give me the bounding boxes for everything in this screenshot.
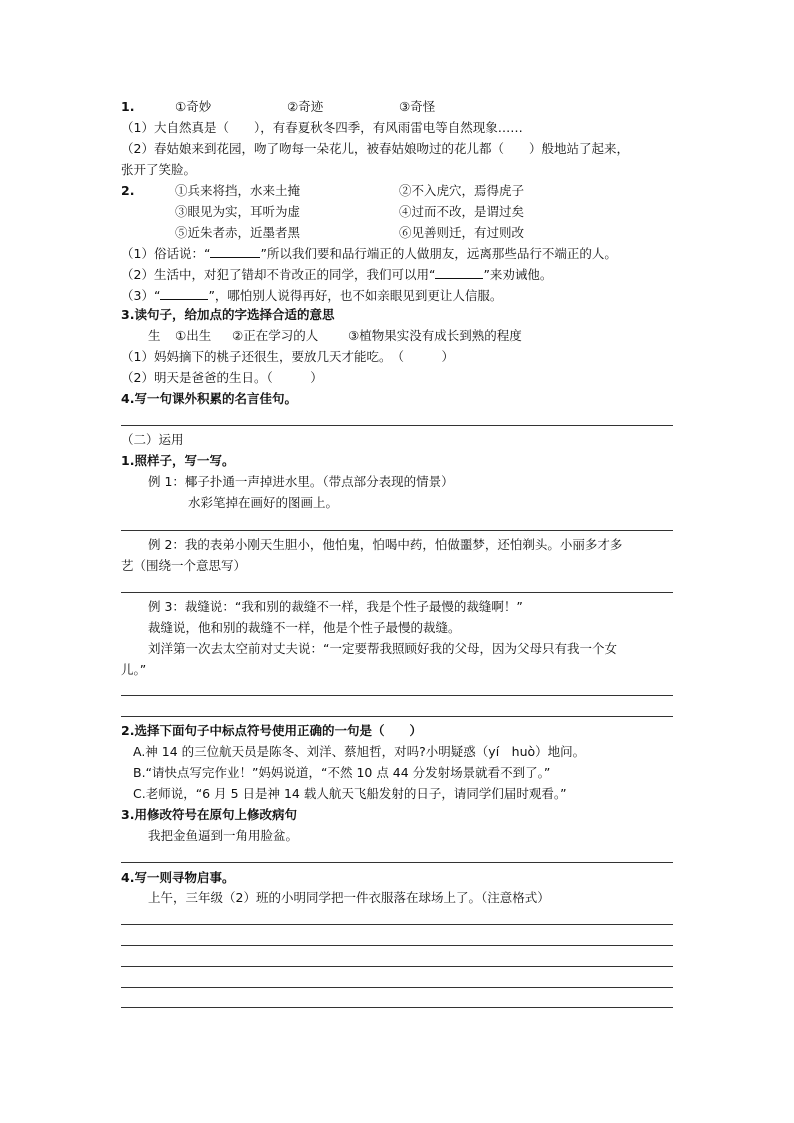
q4-title: 4.写一句课外积累的名言佳句。 (121, 391, 297, 406)
q2-s3-before: （3）“ (121, 288, 161, 303)
q2-option-1: ①兵来将挡，水来土掩 (175, 183, 301, 198)
q2-option-6: ⑥见善则迁，有过则改 (399, 225, 525, 240)
p2-example-3-b: 裁缝说，他和别的裁缝不一样，他是个性子最慢的裁缝。 (148, 620, 461, 635)
q2-s1-before: （1）俗话说：“ (121, 246, 211, 261)
answer-line[interactable] (121, 592, 673, 593)
q3-meaning-2: ②正在学习的人 (232, 328, 319, 343)
p2-q2-option-c[interactable]: C.老师说，“6 月 5 日是神 14 载人航天飞船发射的日子，请同学们届时观看。” (133, 786, 567, 801)
q1-sentence-2-cont: 张开了笑脸。 (121, 162, 197, 177)
p2-q2-option-b[interactable]: B.“请快点写完作业！”妈妈说道，“不然 10 点 44 分发射场景就看不到了。” (133, 765, 551, 780)
q2-sentence-3 (121, 287, 502, 305)
p2-example-3: 例 3：裁缝说：“我和别的裁缝不一样，我是个性子最慢的裁缝啊！” (148, 599, 523, 614)
p2-example-2: 例 2：我的表弟小刚天生胆小，他怕鬼，怕喝中药，怕做噩梦，还怕剃头。小丽多才多 (148, 537, 623, 552)
q3-sentence-2: （2）明天是爸爸的生日。（ ） (121, 370, 323, 385)
q3-title: 3.读句子，给加点的字选择合适的意思 (121, 307, 335, 322)
q1-sentence-2: （2）春姑娘来到花园，吻了吻每一朵花儿，被春姑娘吻过的花儿都（ ）般地站了起来， (121, 141, 629, 156)
q2-s2-after: ”来劝诫他。 (483, 267, 553, 282)
q2-s3-blank[interactable] (160, 287, 208, 300)
p2-q4-title: 4.写一则寻物启事。 (121, 870, 235, 885)
p2-example-1-task: 水彩笔掉在画好的图画上。 (188, 495, 339, 510)
q2-s2-before: （2）生活中，对犯了错却不肯改正的同学，我们可以用“ (121, 267, 436, 282)
q2-number: 2. (121, 183, 135, 198)
p2-example-3-task: 刘洋第一次去太空前对丈夫说：“一定要帮我照顾好我的父母，因为父母只有我一个女 (148, 641, 617, 656)
p2-example-2-cont: 艺（围绕一个意思写） (121, 558, 247, 573)
q3-char: 生 (148, 328, 161, 343)
q2-s1-after: ”所以我们要和品行端正的人做朋友，远离那些品行不端正的人。 (260, 246, 617, 261)
q2-s2-blank[interactable] (435, 266, 483, 279)
q2-s3-after: ”，哪怕别人说得再好，也不如亲眼见到更让人信服。 (208, 288, 503, 303)
answer-line[interactable] (121, 987, 673, 988)
p2-example-1: 例 1：椰子扑通一声掉进水里。（带点部分表现的情景） (148, 474, 454, 489)
q1-number: 1. (121, 99, 135, 114)
q3-meaning-3: ③植物果实没有成长到熟的程度 (348, 328, 522, 343)
q1-sentence-1: （1）大自然真是（ ），有春夏秋冬四季，有风雨雷电等自然现象…… (121, 120, 523, 135)
q2-option-3: ③眼见为实，耳听为虚 (175, 204, 301, 219)
q3-meaning-1: ①出生 (175, 328, 212, 343)
answer-line[interactable] (121, 1007, 673, 1008)
q3-sentence-1: （1）妈妈摘下的桃子还很生，要放几天才能吃。 （ ） (121, 349, 454, 364)
q2-sentence-2 (121, 266, 552, 284)
p2-example-3-task-cont: 儿。” (121, 662, 147, 677)
p2-q2-title: 2.选择下面句子中标点符号使用正确的一句是（ ） (121, 723, 422, 738)
q2-s1-blank[interactable] (210, 245, 260, 258)
answer-line[interactable] (121, 425, 673, 426)
answer-line[interactable] (121, 945, 673, 946)
q2-option-5: ⑤近朱者赤，近墨者黑 (175, 225, 301, 240)
answer-line[interactable] (121, 695, 673, 696)
answer-line[interactable] (121, 530, 673, 531)
q2-sentence-1 (121, 245, 617, 263)
answer-line[interactable] (121, 966, 673, 967)
q1-option-3: ③奇怪 (399, 99, 436, 114)
q1-option-2: ②奇迹 (287, 99, 324, 114)
q2-option-4: ④过而不改，是谓过矣 (399, 204, 525, 219)
p2-q3-sentence: 我把金鱼逼到一角用脸盆。 (148, 828, 299, 843)
p2-q3-title: 3.用修改符号在原句上修改病句 (121, 807, 297, 822)
q2-option-2: ②不入虎穴，焉得虎子 (399, 183, 525, 198)
p2-q1-title: 1.照样子，写一写。 (121, 453, 235, 468)
p2-q4-prompt: 上午，三年级（2）班的小明同学把一件衣服落在球场上了。（注意格式） (148, 890, 550, 905)
answer-line[interactable] (121, 862, 673, 863)
answer-line[interactable] (121, 716, 673, 717)
q1-option-1: ①奇妙 (175, 99, 212, 114)
section-heading: （二）运用 (121, 432, 184, 447)
p2-q2-option-a[interactable]: A.神 14 的三位航天员是陈冬、刘洋、蔡旭哲，对吗?小明疑惑（yí huò）地问。 (133, 744, 586, 759)
answer-line[interactable] (121, 924, 673, 925)
